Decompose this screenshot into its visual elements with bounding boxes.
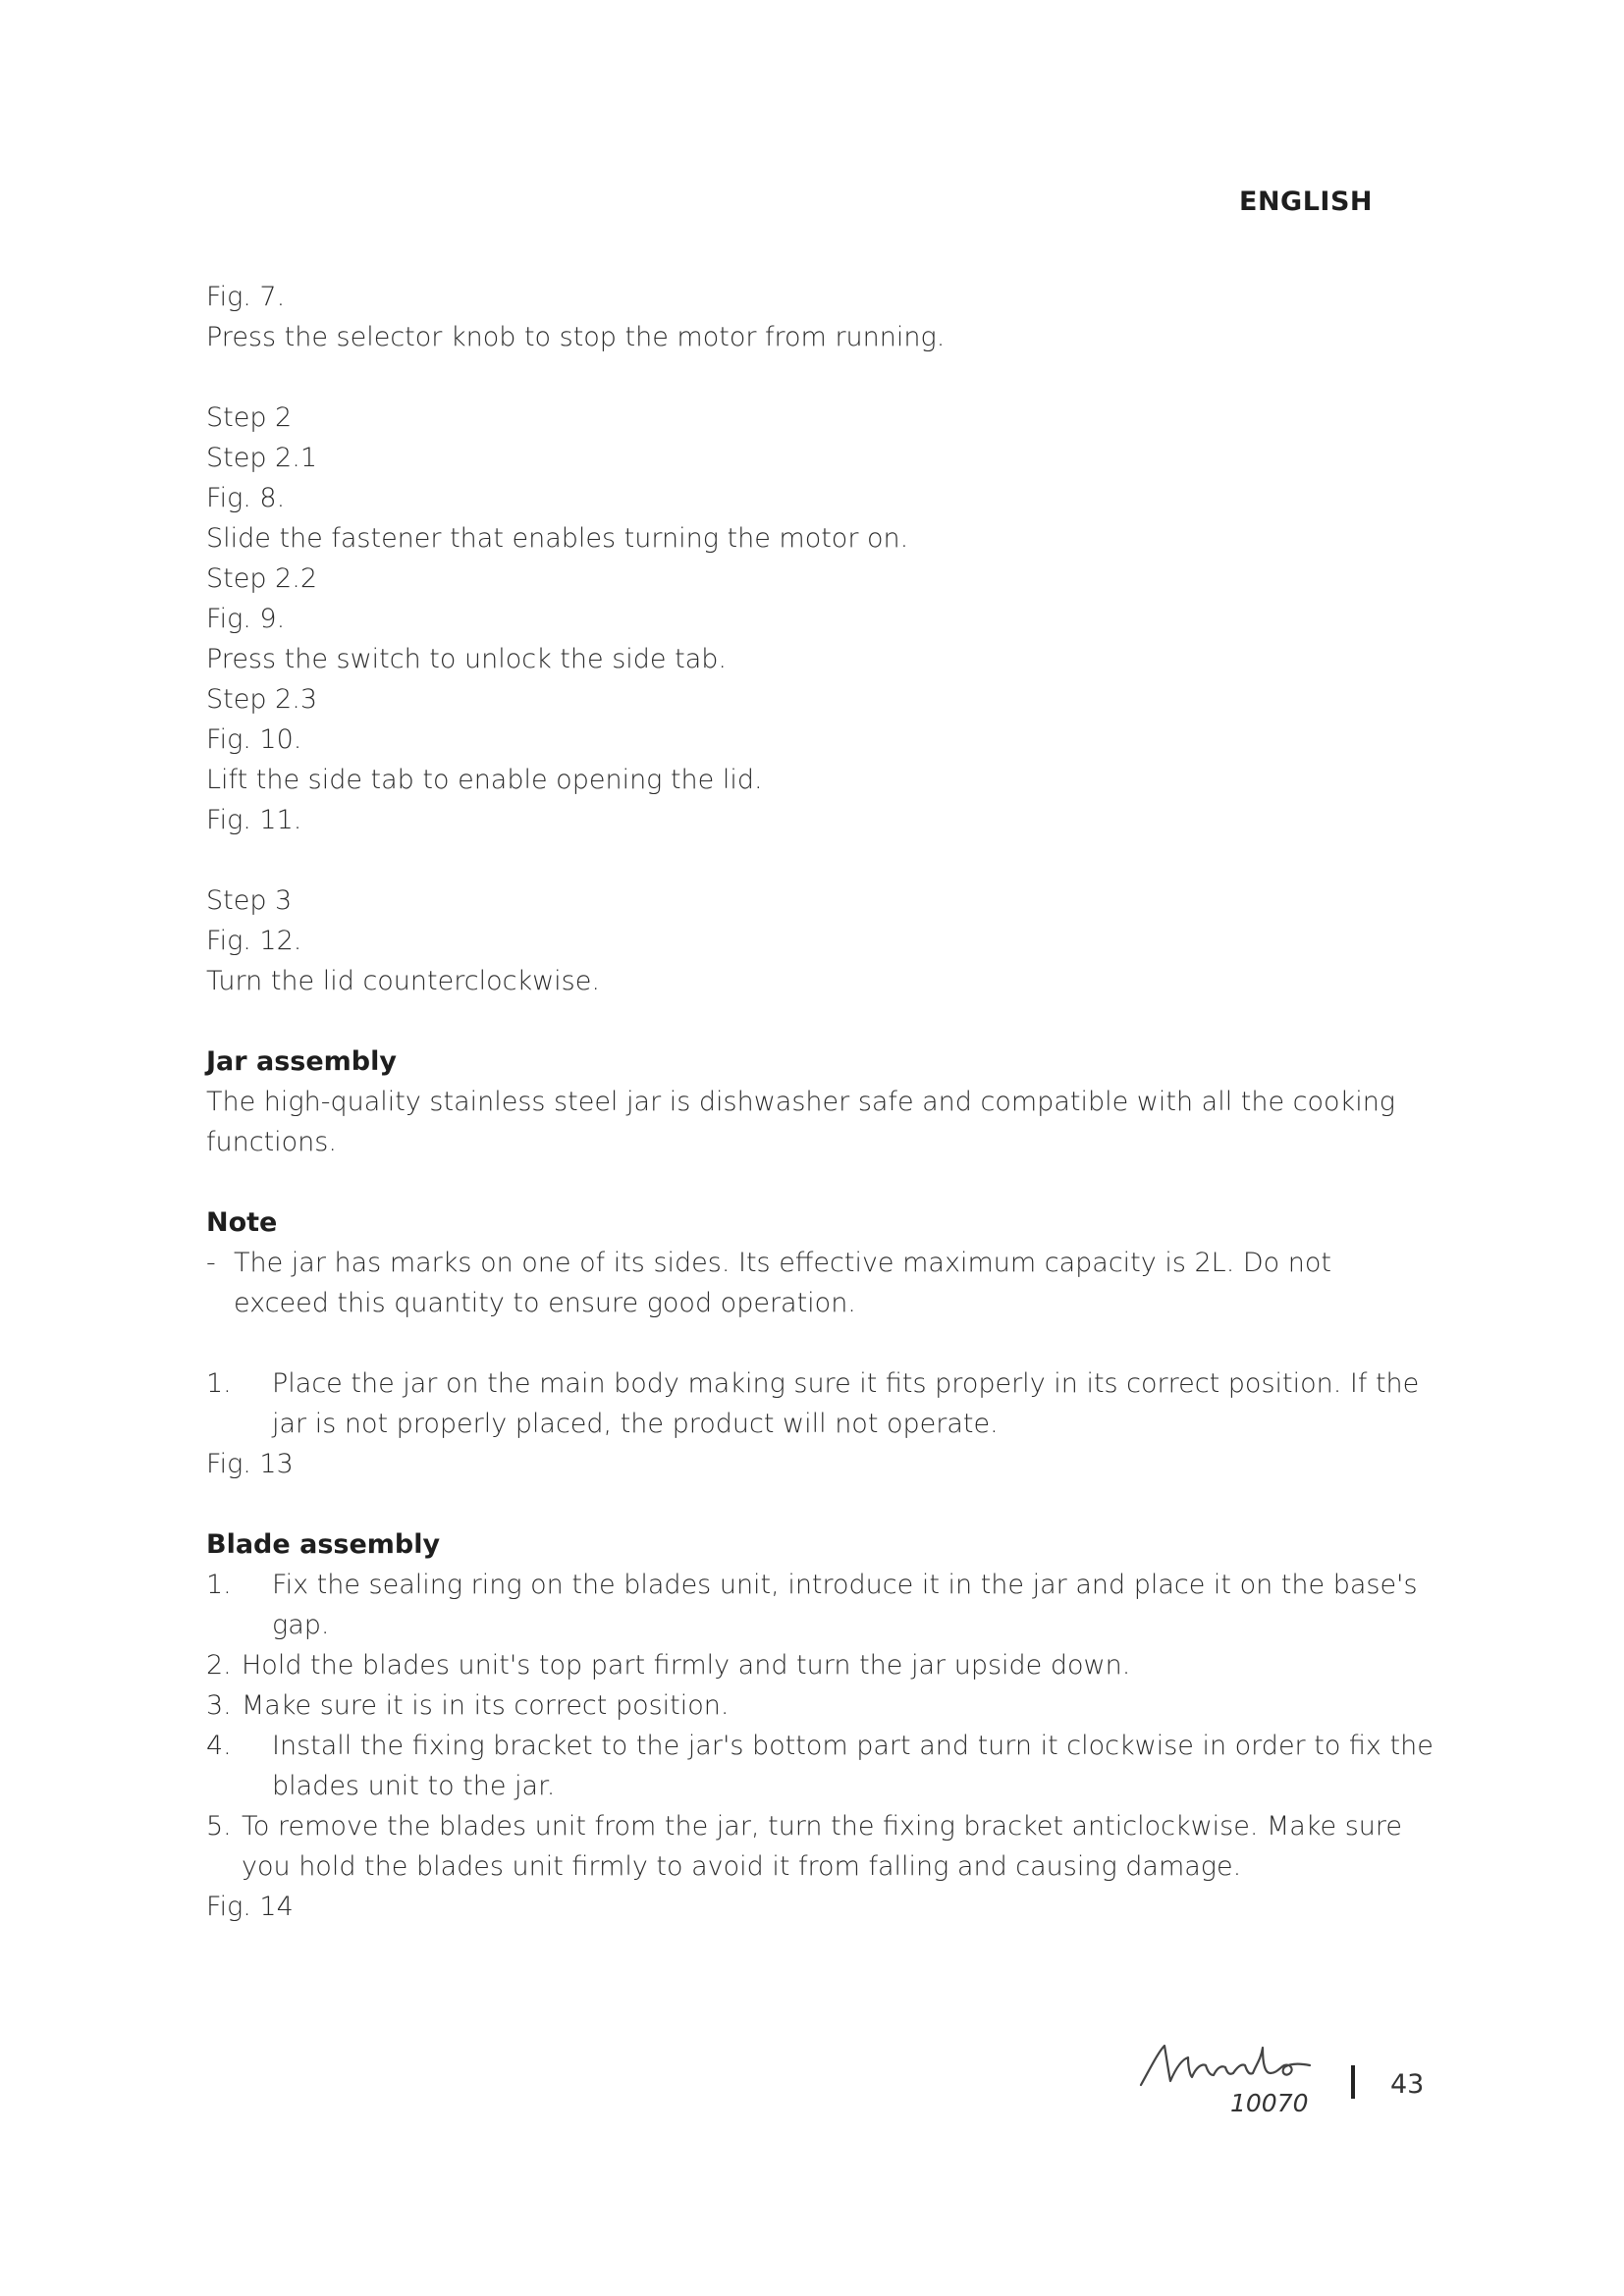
step-2-1-title: Step 2.1 <box>206 443 317 473</box>
fig-8-label: Fig. 8. <box>206 483 286 513</box>
blade-assembly-heading: Blade assembly <box>206 1529 441 1560</box>
fig-7-label: Fig. 7. <box>206 282 286 312</box>
fig-13-label: Fig. 13 <box>206 1449 294 1479</box>
blade-item-text: Hold the blades unit's top part firmly and turn the jar upside down. <box>242 1650 1131 1681</box>
note-dash: - <box>206 1248 216 1278</box>
fig-7-text: Press the selector knob to stop the motor from running. <box>206 322 946 352</box>
fig-11-label: Fig. 11. <box>206 805 302 835</box>
blade-item-text: Make sure it is in its correct position. <box>242 1690 730 1721</box>
language-label: ENGLISH <box>1239 187 1373 217</box>
jar-step-text: Place the jar on the main body making sure it fits properly in its correct position. If the jar is not properly placed, the product will not operate. <box>272 1368 1420 1439</box>
blade-item-number: 2. <box>206 1650 232 1681</box>
page-content <box>206 277 1434 1927</box>
blade-item-text: Fix the sealing ring on the blades unit, introduce it in the jar and place it on the base's gap. <box>272 1570 1418 1640</box>
fig-9-text: Press the switch to unlock the side tab. <box>206 644 727 674</box>
step-2-3-title: Step 2.3 <box>206 684 317 715</box>
fig-12-text: Turn the lid counterclockwise. <box>206 966 600 996</box>
blade-item-text: To remove the blades unit from the jar, turn the fixing bracket anticlockwise. Make sure you hold the blades unit firmly to avoid it from falling and causing damage. <box>242 1811 1403 1882</box>
page-number: 43 <box>1390 2069 1425 2100</box>
logo-model-number: 10070 <box>1230 2089 1309 2117</box>
blade-item-5 <box>206 1806 1434 1887</box>
blade-item-text: Install the fixing bracket to the jar's bottom part and turn it clockwise in order to fix the blades unit to the jar. <box>272 1731 1434 1801</box>
note-item <box>206 1243 1434 1323</box>
fig-12-label: Fig. 12. <box>206 926 302 956</box>
note-text: The jar has marks on one of its sides. Its effective maximum capacity is 2L. Do not exceed this quantity to ensure good operation. <box>234 1248 1331 1318</box>
blade-item-number: 5. <box>206 1811 232 1842</box>
mambo-logo <box>1137 2038 1324 2126</box>
fig-14-label: Fig. 14 <box>206 1892 294 1922</box>
blade-item-number: 3. <box>206 1690 232 1721</box>
blade-item-2 <box>206 1645 1434 1685</box>
mambo-script-icon <box>1137 2038 1324 2097</box>
footer-divider <box>1351 2065 1355 2099</box>
step-2-2-title: Step 2.2 <box>206 563 317 594</box>
blade-item-number: 4. <box>206 1731 232 1761</box>
fig-10-text: Lift the side tab to enable opening the lid. <box>206 765 763 795</box>
fig-9-label: Fig. 9. <box>206 604 286 634</box>
blade-item-4 <box>206 1726 1434 1806</box>
fig-8-text: Slide the fastener that enables turning the motor on. <box>206 523 909 554</box>
step-3-title: Step 3 <box>206 885 293 916</box>
jar-assembly-text: The high-quality stainless steel jar is dishwasher safe and compatible with all the cooking functions. <box>206 1087 1396 1157</box>
blade-item-1 <box>206 1565 1434 1645</box>
jar-step-number: 1. <box>206 1368 232 1399</box>
page-footer <box>1137 2038 1432 2126</box>
note-heading: Note <box>206 1207 278 1238</box>
blade-item-number: 1. <box>206 1570 232 1600</box>
step-2-title: Step 2 <box>206 402 293 433</box>
fig-10-label: Fig. 10. <box>206 724 302 755</box>
jar-assembly-heading: Jar assembly <box>206 1046 397 1077</box>
jar-step-item <box>206 1363 1434 1444</box>
blade-item-3 <box>206 1685 1434 1726</box>
